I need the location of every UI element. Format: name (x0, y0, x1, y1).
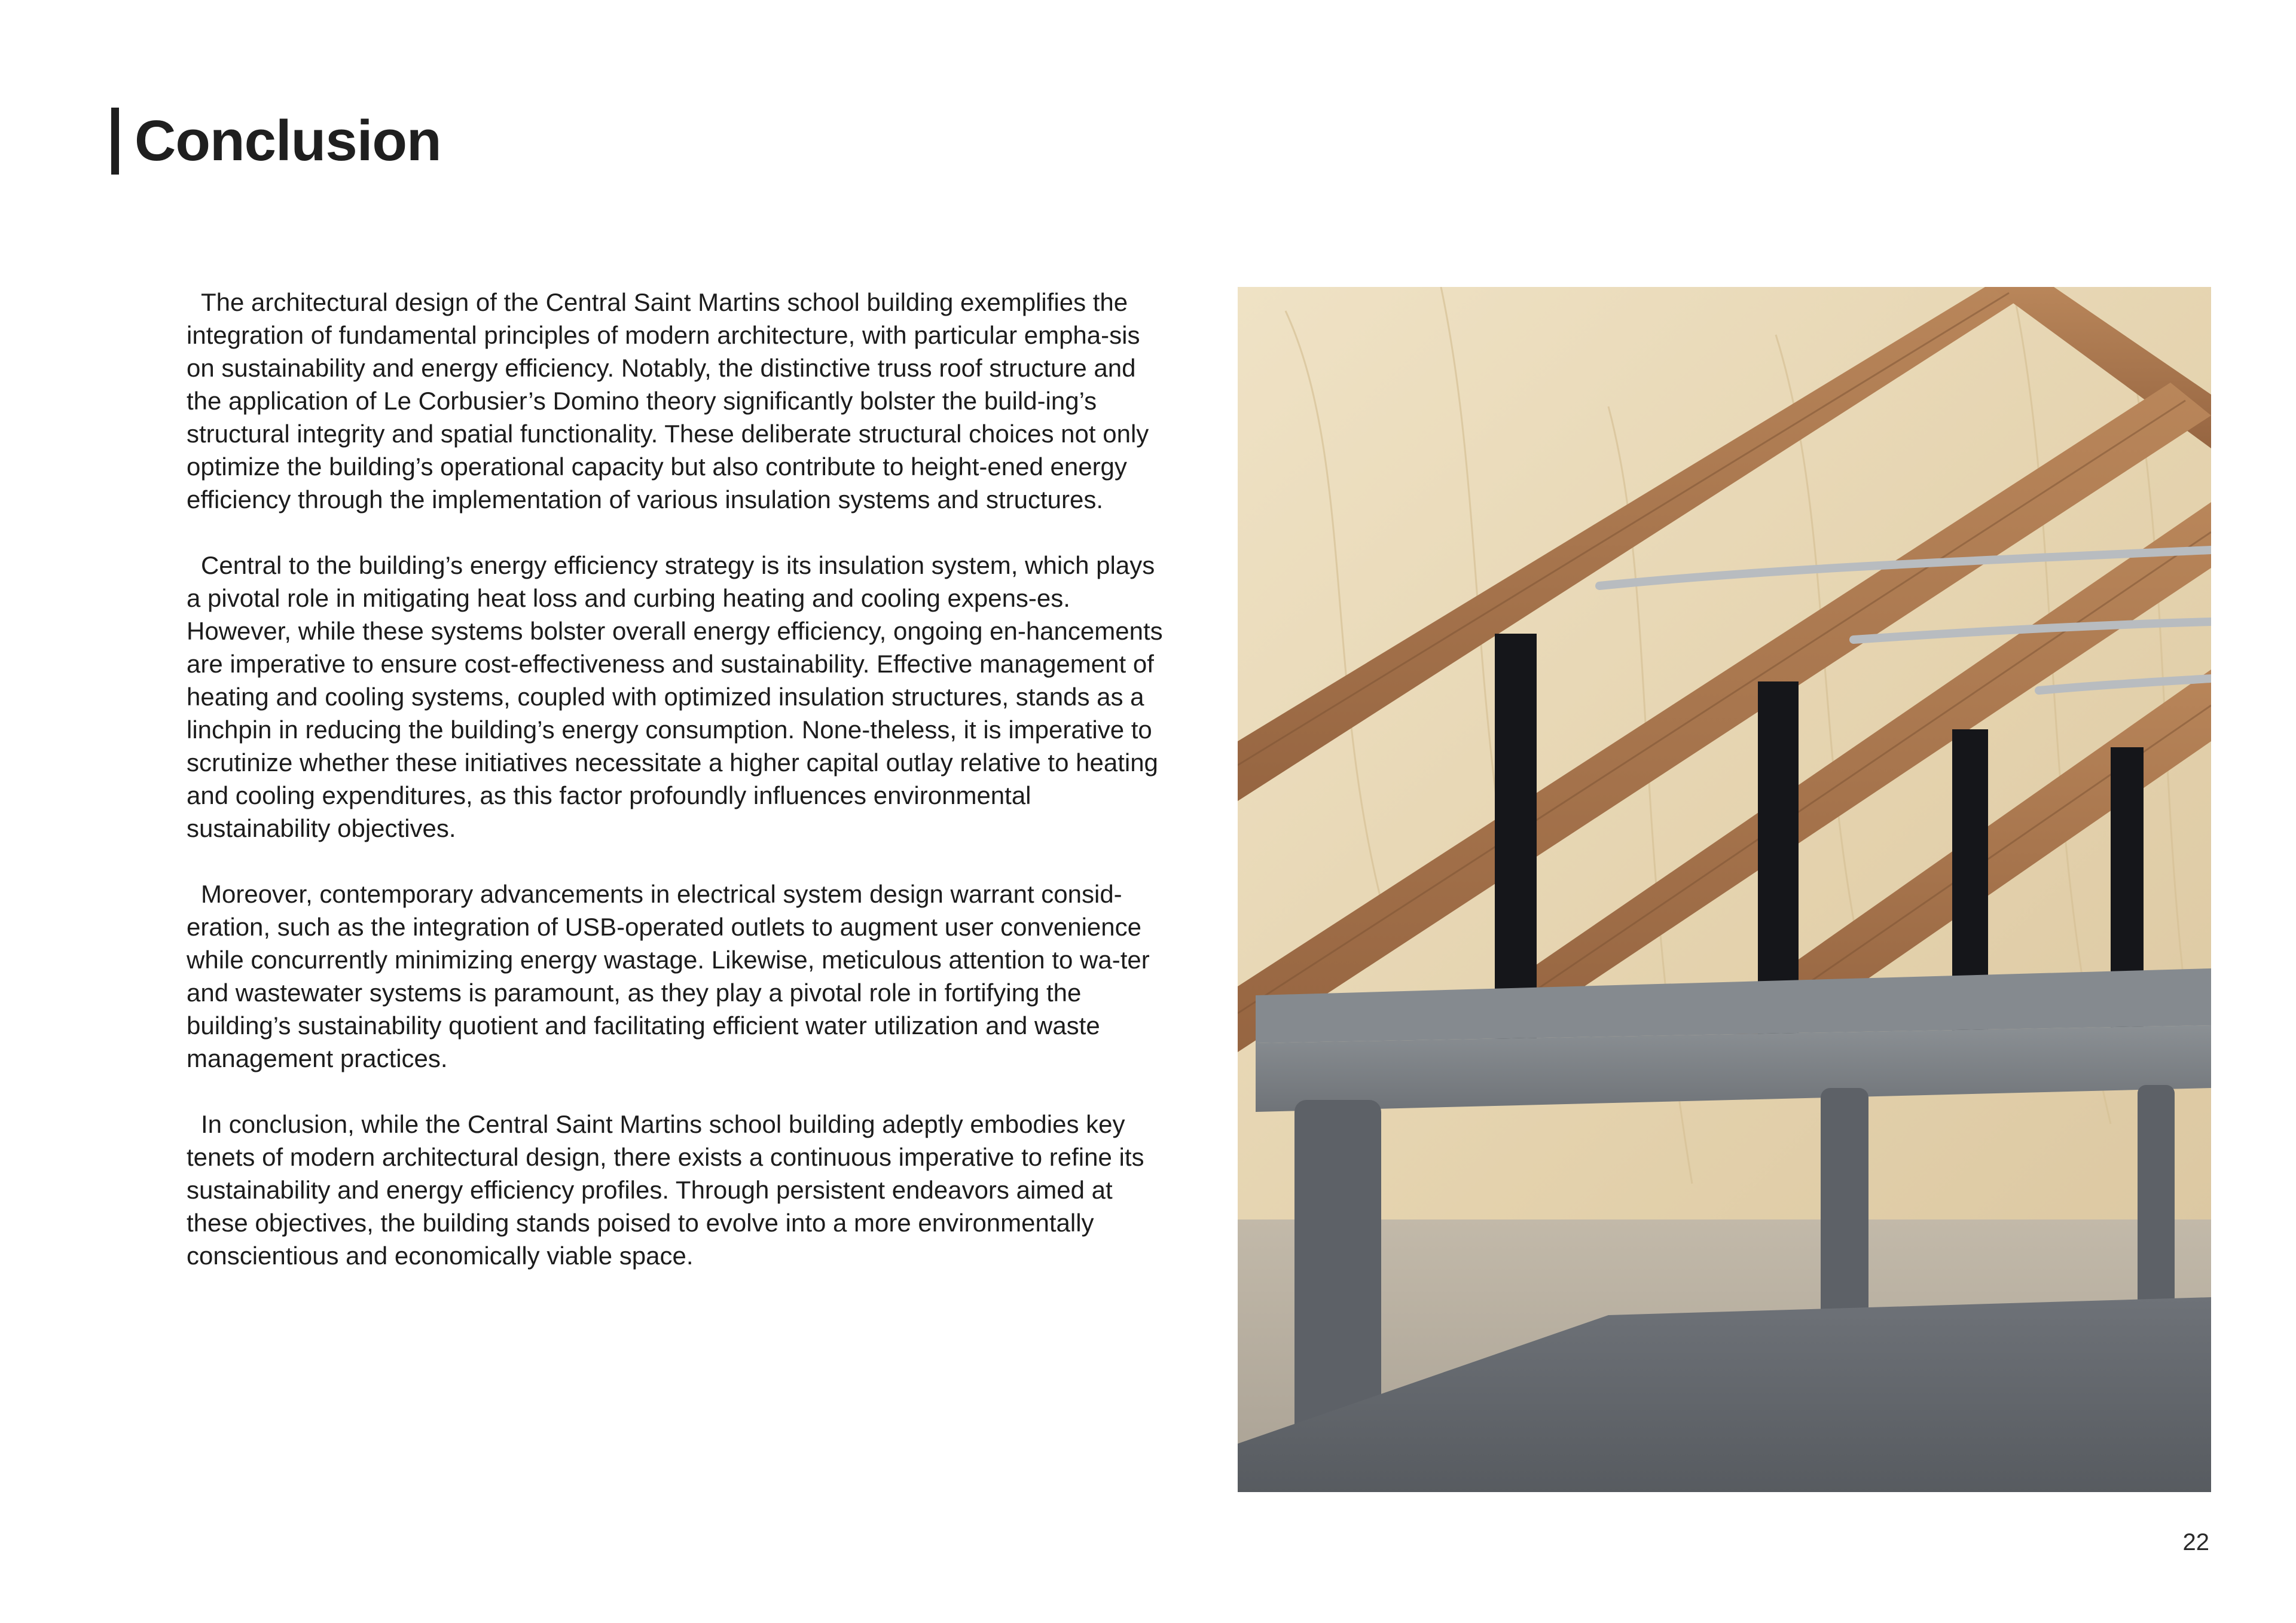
model-photo (1238, 287, 2211, 1492)
conclusion-text (187, 286, 1167, 1305)
paragraph-3: Moreover, contemporary advancements in electrical system design warrant consid-eration, such as the integration of USB-operated outlets to augment user convenience while concurrently minimizing energy wastage. Likewise, meticulous attention to wa-ter and wastewater systems is paramount, as they play a pivotal role in fortifying the building’s sustainability quotient and facilitating efficient water utilization and waste management practices. (187, 880, 1150, 1072)
section-heading (111, 105, 441, 177)
paragraph-2: Central to the building’s energy efficiency strategy is its insulation system, which plays a pivotal role in mitigating heat loss and curbing heating and cooling expens-es. However, while these systems bolster overall energy efficiency, ongoing en-hancements are imperative to ensure cost-effectiveness and sustainability. Effective management of heating and cooling systems, coupled with optimized insulation structures, stands as a linchpin in reducing the building’s energy consumption. None-theless, it is imperative to scrutinize whether these initiatives necessitate a higher capital outlay relative to heating and cooling expenditures, as this factor profoundly influences environmental sustainability objectives. (187, 551, 1163, 842)
post-1 (1495, 634, 1537, 1040)
paragraph-1: The architectural design of the Central Saint Martins school building exemplifies the integration of fundamental principles of modern architecture, with particular empha-sis on sustainability and energy efficiency. Notably, the distinctive truss roof structure and the application of Le Corbusier’s Domino theory significantly bolster the build-ing’s structural integrity and spatial functionality. These deliberate structural choices not only optimize the building’s operational capacity but also contribute to height-ened energy efficiency through the implementation of various insulation systems and structures. (187, 288, 1149, 514)
heading-bar (111, 108, 119, 175)
architectural-model-illustration (1238, 287, 2211, 1492)
page-title: Conclusion (135, 109, 441, 173)
page-number: 22 (2182, 1529, 2209, 1555)
paragraph-4: In conclusion, while the Central Saint Martins school building adeptly embodies key tenets of modern architectural design, there exists a continuous imperative to refine its sustainability and energy efficiency profiles. Through persistent endeavors aimed at these objectives, the building stands poised to evolve into a more environmentally conscientious and economically viable space. (187, 1110, 1144, 1270)
